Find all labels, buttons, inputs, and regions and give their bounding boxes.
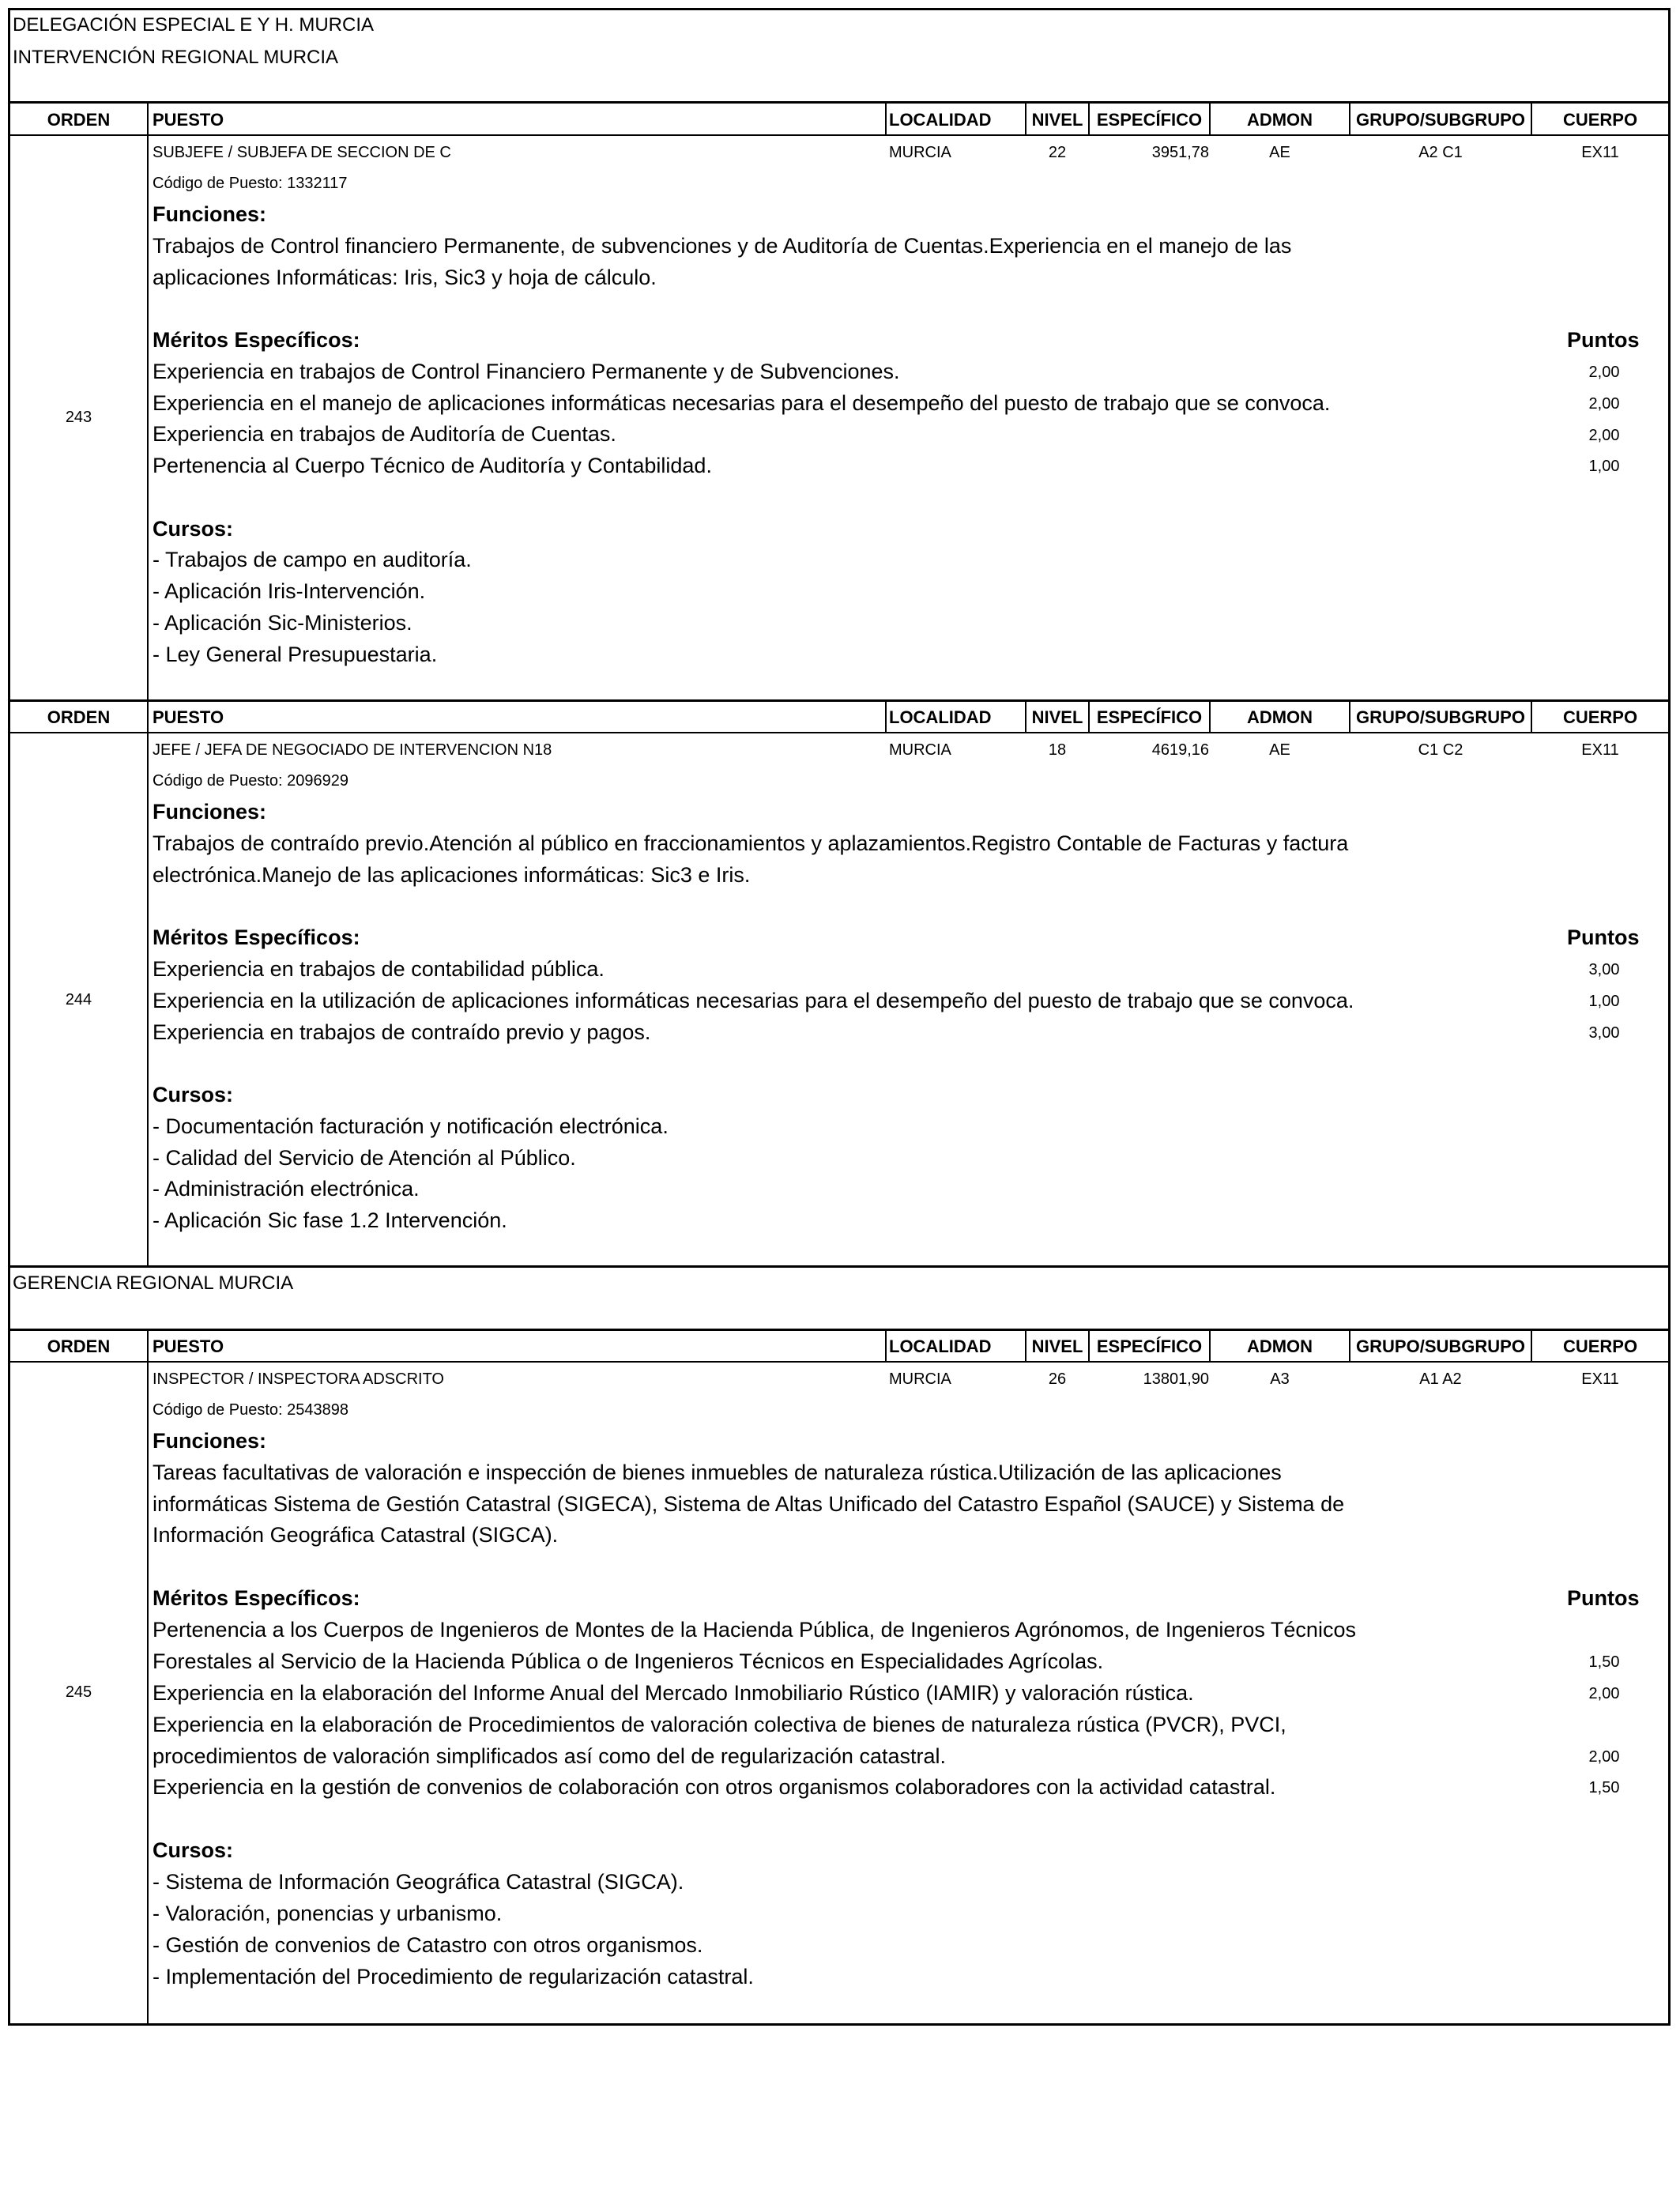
codigo-puesto: Código de Puesto: 2096929 xyxy=(153,772,348,790)
puntos-value: 2,00 xyxy=(1588,395,1620,413)
curso-line: - Aplicación Iris-Intervención. xyxy=(153,579,426,603)
col-grupo: GRUPO/SUBGRUPO xyxy=(1356,1336,1525,1356)
puntos-value: 2,00 xyxy=(1588,364,1620,381)
cuerpo-cell: EX11 xyxy=(1581,1370,1619,1388)
rule xyxy=(8,732,1671,733)
curso-line: - Gestión de convenios de Catastro con otros organismos. xyxy=(153,1933,703,1957)
grupo-cell: A2 C1 xyxy=(1418,144,1463,161)
merito-line: Experiencia en trabajos de contraído previo y pagos. xyxy=(153,1020,651,1044)
column-divider xyxy=(147,101,149,699)
puntos-value: 1,00 xyxy=(1588,458,1620,475)
funciones-line: Tareas facultativas de valoración e inspección de bienes inmuebles de naturaleza rústica.Utilización de las aplicaciones xyxy=(153,1461,1282,1484)
funciones-heading: Funciones: xyxy=(153,1429,267,1453)
funciones-line: Trabajos de Control financiero Permanente, de subvenciones y de Auditoría de Cuentas.Experiencia en el manejo de las xyxy=(153,234,1292,258)
funciones-heading: Funciones: xyxy=(153,800,267,824)
localidad-cell: MURCIA xyxy=(889,741,951,759)
col-localidad: LOCALIDAD xyxy=(889,1336,992,1356)
cuerpo-cell: EX11 xyxy=(1581,144,1619,161)
codigo-puesto: Código de Puesto: 1332117 xyxy=(153,175,348,192)
localidad-cell: MURCIA xyxy=(889,1370,951,1388)
orden-cell: 245 xyxy=(65,1683,92,1701)
admon-cell: AE xyxy=(1269,144,1290,161)
org-heading: DELEGACIÓN ESPECIAL E Y H. MURCIA xyxy=(13,14,375,36)
puntos-value: 2,00 xyxy=(1588,1748,1620,1766)
curso-line: - Aplicación Sic-Ministerios. xyxy=(153,611,412,635)
meritos-heading: Méritos Específicos: xyxy=(153,328,360,352)
header-divider xyxy=(885,699,887,732)
col-admon: ADMON xyxy=(1246,1336,1313,1356)
col-nivel: NIVEL xyxy=(1031,110,1083,130)
especifico-cell: 3951,78 xyxy=(1151,144,1209,161)
curso-line: - Sistema de Información Geográfica Catastral (SIGCA). xyxy=(153,1870,684,1894)
localidad-cell: MURCIA xyxy=(889,144,951,161)
funciones-line: Información Geográfica Catastral (SIGCA). xyxy=(153,1523,559,1547)
puntos-value: 1,50 xyxy=(1588,1653,1620,1671)
orden-cell: 244 xyxy=(65,991,92,1008)
funciones-line: informáticas Sistema de Gestión Catastral (SIGECA), Sistema de Altas Unificado del Catastro Español (SAUCE) y Sistema de xyxy=(153,1492,1345,1516)
curso-line: - Aplicación Sic fase 1.2 Intervención. xyxy=(153,1208,507,1232)
col-admon: ADMON xyxy=(1246,707,1313,727)
curso-line: - Trabajos de campo en auditoría. xyxy=(153,548,472,571)
funciones-line: aplicaciones Informáticas: Iris, Sic3 y hoja de cálculo. xyxy=(153,266,657,289)
codigo-puesto: Código de Puesto: 2543898 xyxy=(153,1401,348,1419)
merito-line: Forestales al Servicio de la Hacienda Pública o de Ingenieros Técnicos en Especialidades Agrícolas. xyxy=(153,1649,1104,1673)
merito-line: Experiencia en la elaboración del Informe Anual del Mercado Inmobiliario Rústico (IAMIR) y valoración rústica. xyxy=(153,1681,1194,1705)
grupo-cell: A1 A2 xyxy=(1419,1370,1462,1388)
meritos-heading: Méritos Específicos: xyxy=(153,1586,360,1610)
merito-line: Pertenencia al Cuerpo Técnico de Auditoría y Contabilidad. xyxy=(153,454,712,477)
admon-cell: A3 xyxy=(1270,1370,1290,1388)
col-orden: ORDEN xyxy=(47,1336,111,1356)
curso-line: - Valoración, ponencias y urbanismo. xyxy=(153,1902,503,1925)
puntos-heading: Puntos xyxy=(1567,1586,1640,1610)
col-admon: ADMON xyxy=(1246,110,1313,130)
cursos-heading: Cursos: xyxy=(153,1083,234,1106)
merito-line: Experiencia en trabajos de Control Financiero Permanente y de Subvenciones. xyxy=(153,360,900,383)
merito-line: Experiencia en trabajos de Auditoría de Cuentas. xyxy=(153,422,616,446)
col-puesto: PUESTO xyxy=(153,1336,224,1356)
header-divider xyxy=(885,101,887,134)
merito-line: Experiencia en el manejo de aplicaciones informáticas necesarias para el desempeño del puesto de trabajo que se convoca. xyxy=(153,391,1331,415)
col-puesto: PUESTO xyxy=(153,707,224,727)
org-heading: GERENCIA REGIONAL MURCIA xyxy=(13,1272,294,1294)
admon-cell: AE xyxy=(1269,741,1290,759)
puesto-cell: INSPECTOR / INSPECTORA ADSCRITO xyxy=(153,1370,444,1388)
column-divider xyxy=(147,699,149,1265)
especifico-cell: 4619,16 xyxy=(1151,741,1209,759)
rule xyxy=(8,101,1671,104)
merito-line: Experiencia en la elaboración de Procedimientos de valoración colectiva de bienes de naturaleza rústica (PVCR), PVCI, xyxy=(153,1713,1286,1736)
puesto-cell: SUBJEFE / SUBJEFA DE SECCION DE C xyxy=(153,144,451,161)
puntos-value: 1,50 xyxy=(1588,1779,1620,1796)
puntos-value: 3,00 xyxy=(1588,1024,1620,1042)
rule xyxy=(8,1265,1671,1268)
curso-line: - Administración electrónica. xyxy=(153,1177,420,1201)
header-divider xyxy=(885,1329,887,1361)
col-nivel: NIVEL xyxy=(1031,707,1083,727)
puntos-value: 3,00 xyxy=(1588,961,1620,978)
col-puesto: PUESTO xyxy=(153,110,224,130)
cuerpo-cell: EX11 xyxy=(1581,741,1619,759)
col-orden: ORDEN xyxy=(47,707,111,727)
nivel-cell: 18 xyxy=(1048,741,1067,759)
funciones-line: electrónica.Manejo de las aplicaciones informáticas: Sic3 e Iris. xyxy=(153,863,751,887)
rule xyxy=(8,699,1671,702)
curso-line: - Implementación del Procedimiento de regularización catastral. xyxy=(153,1965,754,1989)
merito-line: Experiencia en la utilización de aplicaciones informáticas necesarias para el desempeño del puesto de trabajo que se convoca. xyxy=(153,989,1354,1012)
col-grupo: GRUPO/SUBGRUPO xyxy=(1356,110,1525,130)
orden-cell: 243 xyxy=(65,409,92,426)
col-especifico: ESPECÍFICO xyxy=(1096,110,1203,130)
puntos-value: 2,00 xyxy=(1588,1685,1620,1702)
col-grupo: GRUPO/SUBGRUPO xyxy=(1356,707,1525,727)
col-nivel: NIVEL xyxy=(1031,1336,1083,1356)
puntos-value: 1,00 xyxy=(1588,993,1620,1010)
rule xyxy=(8,1361,1671,1363)
nivel-cell: 22 xyxy=(1048,144,1067,161)
org-subheading: INTERVENCIÓN REGIONAL MURCIA xyxy=(13,47,339,68)
puesto-cell: JEFE / JEFA DE NEGOCIADO DE INTERVENCION N18 xyxy=(153,741,552,759)
col-cuerpo: CUERPO xyxy=(1562,110,1638,130)
merito-line: Experiencia en trabajos de contabilidad pública. xyxy=(153,957,605,981)
curso-line: - Ley General Presupuestaria. xyxy=(153,643,438,666)
cursos-heading: Cursos: xyxy=(153,517,234,541)
col-orden: ORDEN xyxy=(47,110,111,130)
col-cuerpo: CUERPO xyxy=(1562,1336,1638,1356)
col-especifico: ESPECÍFICO xyxy=(1096,1336,1203,1356)
puntos-heading: Puntos xyxy=(1567,328,1640,352)
merito-line: Pertenencia a los Cuerpos de Ingenieros de Montes de la Hacienda Pública, de Ingenieros Agrónomos, de Ingenieros Técnicos xyxy=(153,1618,1356,1642)
curso-line: - Calidad del Servicio de Atención al Público. xyxy=(153,1146,576,1170)
grupo-cell: C1 C2 xyxy=(1418,741,1463,759)
funciones-line: Trabajos de contraído previo.Atención al público en fraccionamientos y aplazamientos.Registro Contable de Facturas y factura xyxy=(153,831,1349,855)
column-divider xyxy=(147,1329,149,2026)
especifico-cell: 13801,90 xyxy=(1143,1370,1209,1388)
merito-line: Experiencia en la gestión de convenios de colaboración con otros organismos colaboradores con la actividad catastral. xyxy=(153,1775,1276,1799)
funciones-heading: Funciones: xyxy=(153,202,267,226)
meritos-heading: Méritos Específicos: xyxy=(153,925,360,949)
curso-line: - Documentación facturación y notificación electrónica. xyxy=(153,1114,669,1138)
rule xyxy=(8,1329,1671,1331)
cursos-heading: Cursos: xyxy=(153,1838,234,1862)
col-especifico: ESPECÍFICO xyxy=(1096,707,1203,727)
col-localidad: LOCALIDAD xyxy=(889,110,992,130)
nivel-cell: 26 xyxy=(1048,1370,1067,1388)
col-localidad: LOCALIDAD xyxy=(889,707,992,727)
puntos-value: 2,00 xyxy=(1588,427,1620,444)
col-cuerpo: CUERPO xyxy=(1562,707,1638,727)
puntos-heading: Puntos xyxy=(1567,925,1640,949)
rule xyxy=(8,134,1671,136)
merito-line: procedimientos de valoración simplificados así como del de regularización catastral. xyxy=(153,1744,946,1768)
